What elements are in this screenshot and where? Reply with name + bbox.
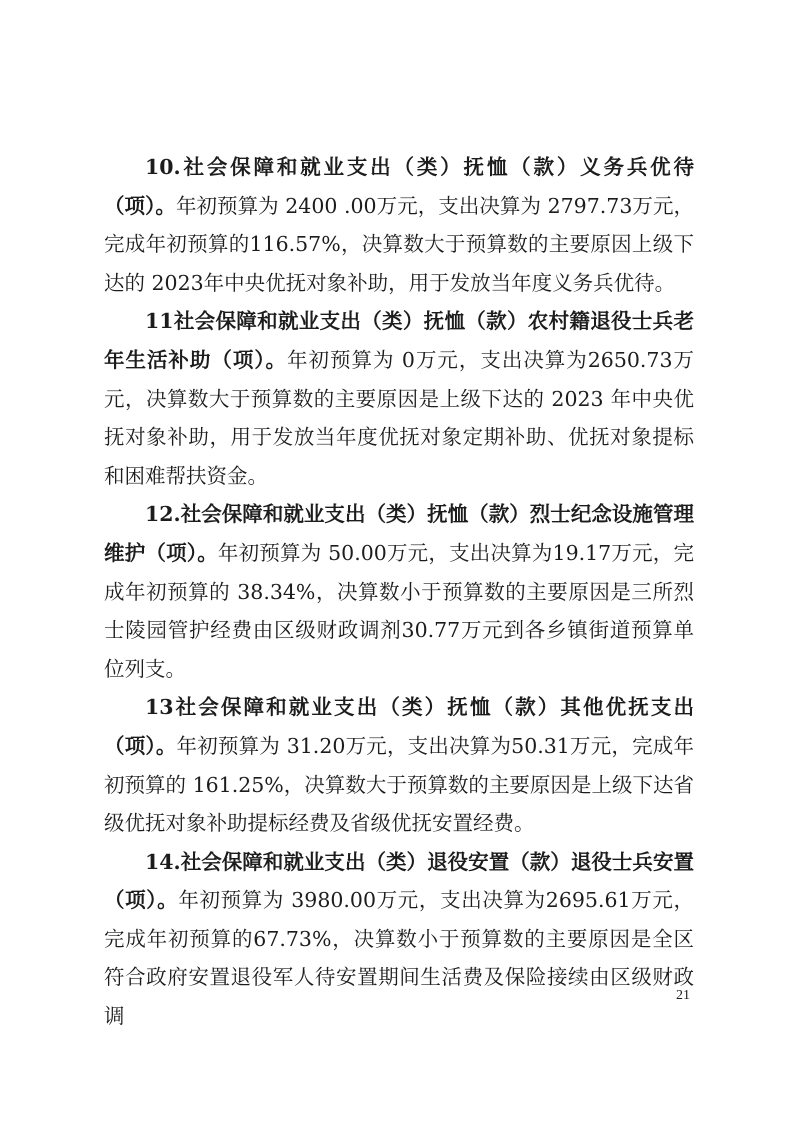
paragraph-item-12 — [104, 495, 694, 688]
paragraph-heading: 13社会保障和就业支出（类）抚恤（款）其他优抚支出（项）。 — [104, 695, 694, 758]
paragraph-heading: 14.社会保障和就业支出（类）退役安置（款）退役士兵安置（项）。 — [104, 849, 694, 913]
paragraph-item-13 — [104, 688, 694, 842]
paragraph-heading: 11社会保障和就业支出（类）抚恤（款）农村籍退役士兵老年生活补助（项）。 — [104, 309, 694, 372]
paragraph-item-14 — [104, 843, 694, 1036]
paragraph-item-10 — [104, 148, 694, 302]
paragraph-text: 年初预算为 31.20万元，支出决算为50.31万元，完成年初预算的 161.25%，决算数大于预算数的主要原因是上级下达省级优抚对象补助提标经费及省级优抚安置经费。 — [104, 733, 695, 836]
paragraph-item-11 — [104, 302, 694, 495]
document-body — [104, 148, 694, 1036]
paragraph-heading: 10.社会保障和就业支出（类）抚恤（款）义务兵优待（项）。 — [104, 155, 694, 218]
paragraph-text: 年初预算为 3980.00万元，支出决算为2695.61万元，完成年初预算的67.73%，决算数小于预算数的主要原因是全区符合政府安置退役军人待安置期间生活费及保险接续由区级财政调 — [104, 888, 695, 1029]
paragraph-heading: 12.社会保障和就业支出（类）抚恤（款）烈士纪念设施管理维护（项）。 — [104, 502, 694, 565]
paragraph-text: 年初预算为 2400 .00万元，支出决算为 2797.73万元，完成年初预算的116.57%，决算数大于预算数的主要原因上级下达的 2023年中央优抚对象补助，用于发放当年度义务兵优待。 — [104, 193, 695, 295]
paragraph-text: 年初预算为 0万元，支出决算为2650.73万元，决算数大于预算数的主要原因是上级下达的 2023 年中央优抚对象补助，用于发放当年度优抚对象定期补助、优抚对象提标和困难帮扶资金。 — [104, 347, 694, 488]
page-number: 21 — [676, 988, 690, 1003]
paragraph-text: 年初预算为 50.00万元，支出决算为19.17万元，完成年初预算的 38.34%，决算数小于预算数的主要原因是三所烈士陵园管护经费由区级财政调剂30.77万元到各乡镇街道预算单位列支。 — [104, 540, 695, 681]
